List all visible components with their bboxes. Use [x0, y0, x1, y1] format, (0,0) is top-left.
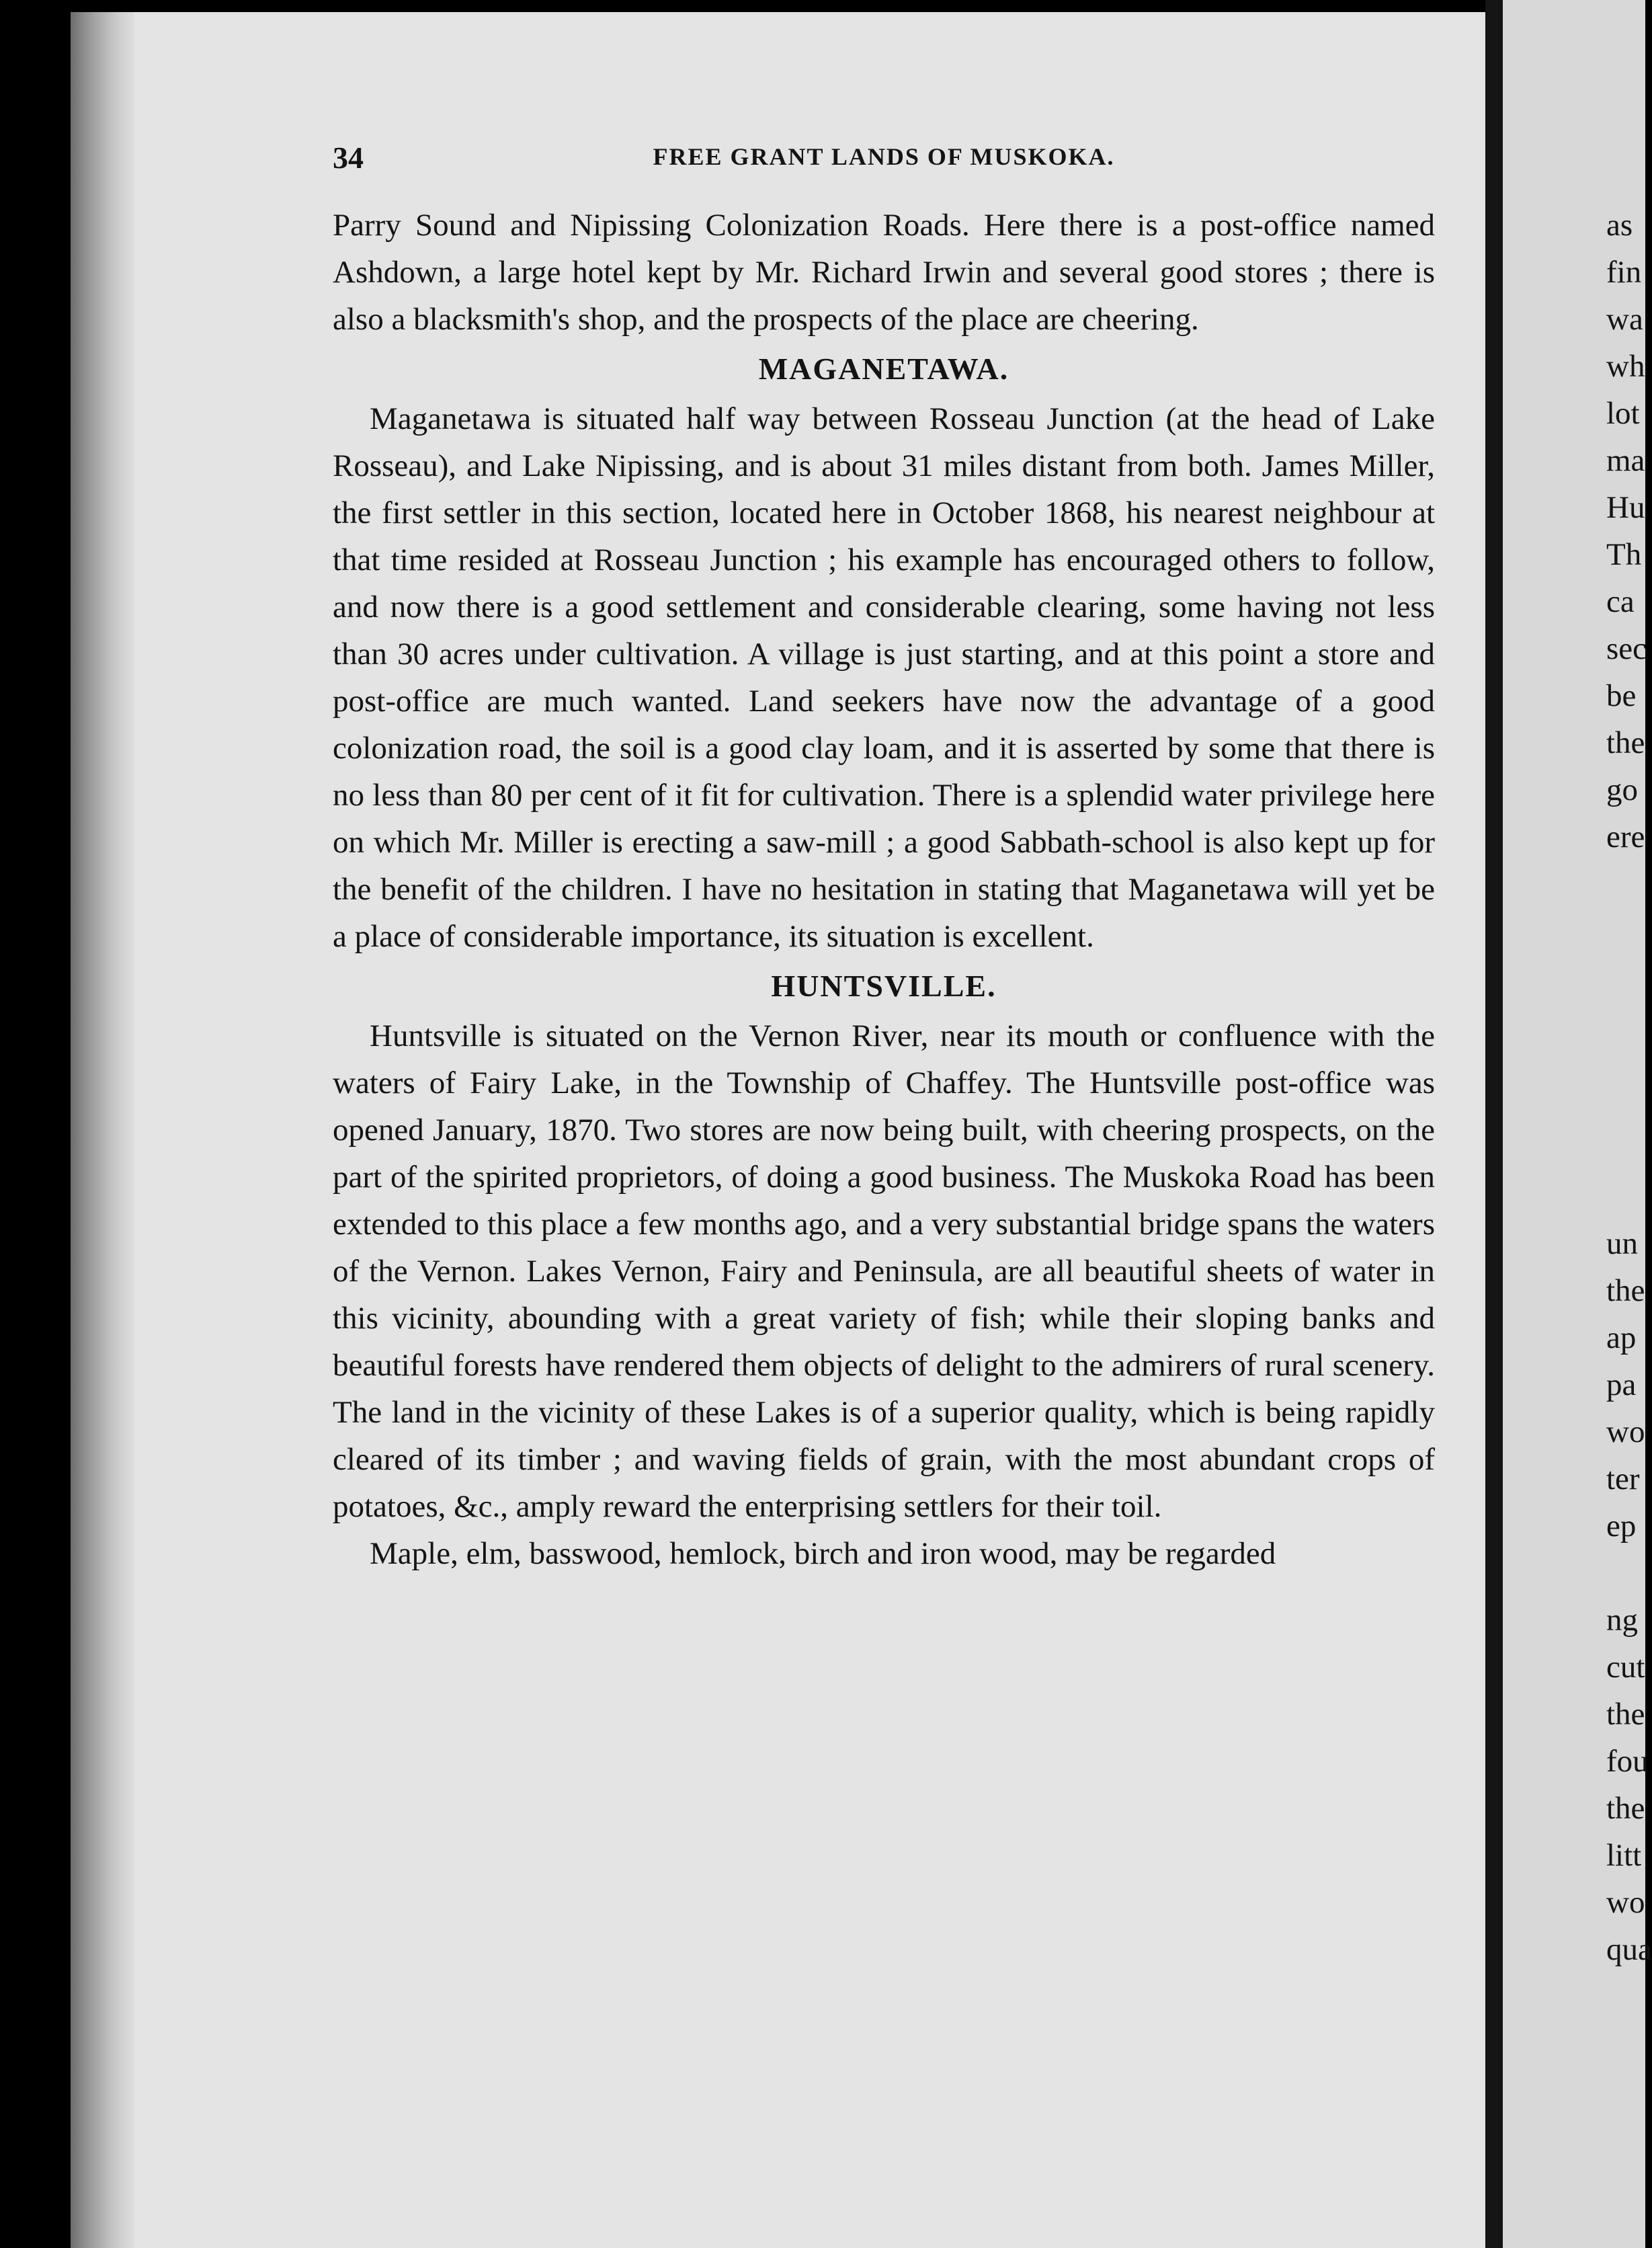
- facing-page-fragment: fin: [1606, 255, 1642, 290]
- page-number: 34: [333, 140, 364, 175]
- facing-page-fragment: [1606, 1550, 1645, 1597]
- body-text: [333, 202, 1435, 1577]
- facing-page-fragment: wa: [1606, 302, 1643, 337]
- facing-page-fragment: litt: [1606, 1838, 1642, 1873]
- facing-page-fragments-bottom: [1606, 1220, 1652, 1973]
- facing-page-fragment: wo: [1606, 1885, 1645, 1920]
- facing-page-fragment: qua: [1606, 1932, 1652, 1967]
- facing-page-fragment: Hu: [1606, 490, 1645, 525]
- facing-page-fragment: the: [1606, 725, 1645, 760]
- running-title: FREE GRANT LANDS OF MUSKOKA.: [653, 143, 1115, 170]
- facing-page-fragment: the: [1606, 1273, 1645, 1308]
- facing-page-fragment: cut: [1606, 1650, 1645, 1685]
- facing-page-fragment: sec: [1606, 631, 1647, 666]
- facing-page-fragment: ap: [1606, 1320, 1637, 1355]
- heading-maganetawa: MAGANETAWA.: [758, 352, 1009, 386]
- facing-page-fragment: the: [1606, 1791, 1645, 1826]
- book-gutter: [1485, 0, 1503, 2248]
- facing-page-fragment: lot: [1606, 396, 1640, 431]
- paragraph-intro: Parry Sound and Nipissing Colonization Roads. Here there is a post-office named Ashdown, a large hotel kept by Mr. Richard Irwin and several good stores ; there is also a blacksmith's shop, and the prospects of the place are cheering.: [333, 208, 1435, 337]
- facing-page-fragments-top: [1606, 202, 1645, 860]
- facing-page-fragment: go: [1606, 772, 1638, 807]
- facing-page-fragment: ep: [1606, 1509, 1637, 1543]
- paragraph-maple: Maple, elm, basswood, hemlock, birch and iron wood, may be regarded: [370, 1536, 1276, 1571]
- facing-page-fragment: be: [1606, 678, 1637, 713]
- facing-page-fragment: ma: [1606, 443, 1645, 478]
- facing-page-fragment: fou: [1606, 1744, 1649, 1779]
- heading-huntsville: HUNTSVILLE.: [771, 969, 997, 1003]
- running-header: [333, 140, 1435, 180]
- page-binding-edge: [71, 12, 134, 2248]
- paragraph-huntsville: Huntsville is situated on the Vernon River, near its mouth or confluence with the waters of Fairy Lake, in the Township of Chaffey. The Huntsville post-office was opened January, 1870. Two stores are now being built, with cheering prospects, on the part of the spirited proprietors, of doing a good business. The Muskoka Road has been extended to this place a few months ago, and a very substantial bridge spans the waters of the Vernon. Lakes Vernon, Fairy and Peninsula, are all beautiful sheets of water in this vicinity, abounding with a great variety of fish; while their sloping banks and beautiful forests have rendered them objects of delight to the admirers of rural scenery. The land in the vicinity of these Lakes is of a superior quality, which is being rapidly cleared of its timber ; and waving fields of grain, with the most abundant crops of potatoes, &c., amply reward the enterprising settlers for their toil.: [333, 1018, 1435, 1524]
- facing-page-fragment: un: [1606, 1226, 1638, 1261]
- facing-page-fragment: wo: [1606, 1414, 1645, 1449]
- facing-page-fragment: wh: [1606, 349, 1645, 384]
- facing-page-fragment: ter: [1606, 1461, 1640, 1496]
- paragraph-maganetawa: Maganetawa is situated half way between Rosseau Junction (at the head of Lake Rosseau), and Lake Nipissing, and is about 31 miles distant from both. James Miller, the first settler in this section, located here in October 1868, his nearest neighbour at that time resided at Rosseau Junction ; his example has encouraged others to follow, and now there is a good settlement and considerable clearing, some having not less than 30 acres under cultivation. A village is just starting, and at this point a store and post-office are much wanted. Land seekers have now the advantage of a good colonization road, the soil is a good clay loam, and it is asserted by some that there is no less than 80 per cent of it fit for cultivation. There is a splendid water privilege here on which Mr. Miller is erecting a saw-mill ; a good Sabbath-school is also kept up for the benefit of the children. I have no hesitation in stating that Maganetawa will yet be a place of considerable importance, its situation is excellent.: [333, 401, 1435, 954]
- facing-page-fragment: as: [1606, 208, 1633, 243]
- facing-page-fragment: ca: [1606, 584, 1635, 619]
- facing-page-fragment: ere: [1606, 819, 1645, 854]
- facing-page-fragment: the: [1606, 1697, 1645, 1732]
- facing-page-fragment: Th: [1606, 537, 1642, 572]
- facing-page-fragment: pa: [1606, 1367, 1637, 1402]
- facing-page-fragment: ng: [1606, 1603, 1638, 1638]
